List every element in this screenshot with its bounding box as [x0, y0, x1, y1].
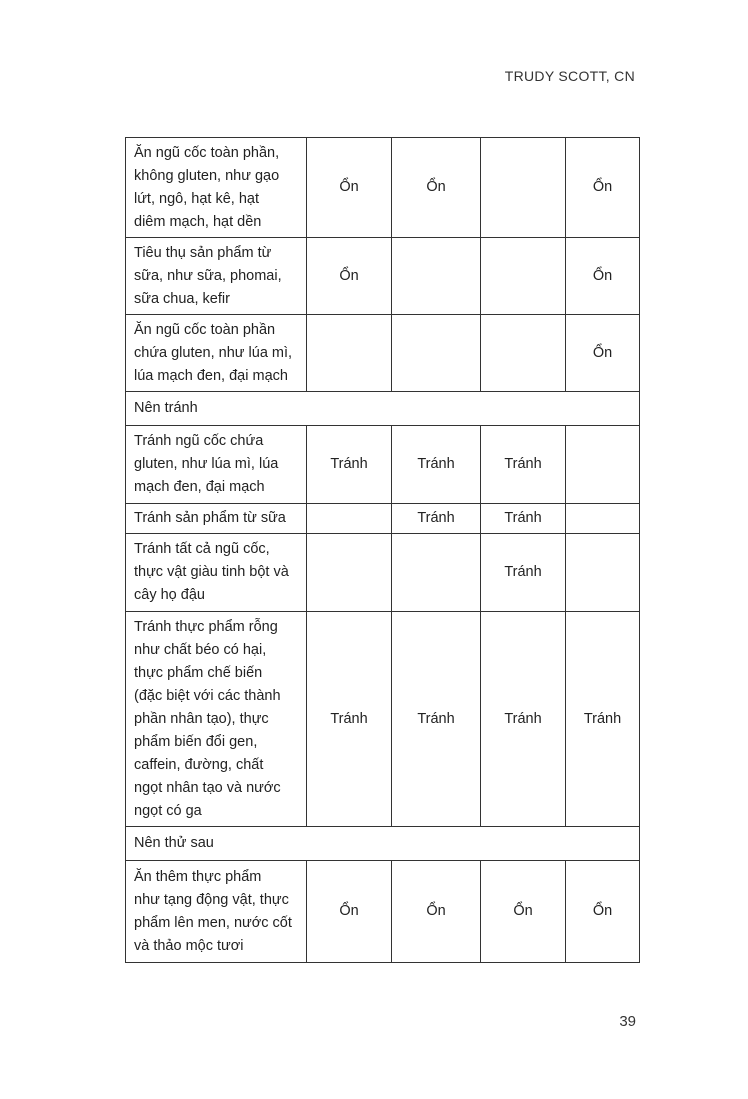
table-cell — [566, 426, 640, 504]
table-cell — [392, 534, 481, 612]
table-cell: Tránh — [307, 612, 392, 827]
table-cell: Ổn — [307, 861, 392, 963]
table-cell — [566, 504, 640, 534]
row-description: Tránh ngũ cốc chứa gluten, như lúa mì, lúa mạch đen, đại mạch — [126, 426, 307, 504]
table-cell: Ổn — [566, 861, 640, 963]
table-row — [126, 315, 640, 392]
table-row — [126, 612, 640, 827]
table-cell — [307, 534, 392, 612]
row-description: Tránh sản phẩm từ sữa — [126, 504, 307, 534]
table-row — [126, 504, 640, 534]
section-row — [126, 827, 640, 861]
table-cell — [392, 238, 481, 315]
table-cell: Ổn — [566, 315, 640, 392]
row-description: Ăn thêm thực phẩm như tạng động vật, thực phẩm lên men, nước cốt và thảo mộc tươi — [126, 861, 307, 963]
page-number: 39 — [619, 1013, 636, 1030]
table-cell: Tránh — [392, 426, 481, 504]
table-cell — [481, 315, 566, 392]
table-cell: Ổn — [566, 238, 640, 315]
table-cell: Tránh — [481, 426, 566, 504]
table-cell — [481, 138, 566, 238]
row-description: Tiêu thụ sản phẩm từ sữa, như sữa, phomai, sữa chua, kefir — [126, 238, 307, 315]
running-header: TRUDY SCOTT, CN — [504, 68, 635, 84]
diet-table — [125, 137, 640, 963]
table-row — [126, 426, 640, 504]
table-cell — [307, 504, 392, 534]
table-cell: Tránh — [566, 612, 640, 827]
row-description: Tránh tất cả ngũ cốc, thực vật giàu tinh bột và cây họ đậu — [126, 534, 307, 612]
table-cell: Tránh — [481, 534, 566, 612]
table-cell: Tránh — [307, 426, 392, 504]
table-cell: Ổn — [307, 238, 392, 315]
section-heading: Nên thử sau — [126, 827, 640, 861]
table-cell: Tránh — [481, 504, 566, 534]
table-cell — [481, 238, 566, 315]
table-cell: Ổn — [307, 138, 392, 238]
table-cell — [392, 315, 481, 392]
row-description: Tránh thực phẩm rỗng như chất béo có hại, thực phẩm chế biến (đặc biệt với các thành phần nhân tạo), thực phẩm biến đổi gen, caffein, đường, chất ngọt nhân tạo và nước ngọt có ga — [126, 612, 307, 827]
table-cell: Ổn — [481, 861, 566, 963]
table-cell — [307, 315, 392, 392]
table-row — [126, 238, 640, 315]
table-row — [126, 138, 640, 238]
section-row — [126, 392, 640, 426]
row-description: Ăn ngũ cốc toàn phần chứa gluten, như lúa mì, lúa mạch đen, đại mạch — [126, 315, 307, 392]
table-cell: Ổn — [392, 861, 481, 963]
row-description: Ăn ngũ cốc toàn phần, không gluten, như gạo lứt, ngô, hạt kê, hạt diêm mạch, hạt dền — [126, 138, 307, 238]
table-cell: Ổn — [392, 138, 481, 238]
table-row — [126, 534, 640, 612]
table-cell: Ổn — [566, 138, 640, 238]
table-cell — [566, 534, 640, 612]
table-row — [126, 861, 640, 963]
table-cell: Tránh — [392, 612, 481, 827]
table-cell: Tránh — [392, 504, 481, 534]
section-heading: Nên tránh — [126, 392, 640, 426]
table-cell: Tránh — [481, 612, 566, 827]
